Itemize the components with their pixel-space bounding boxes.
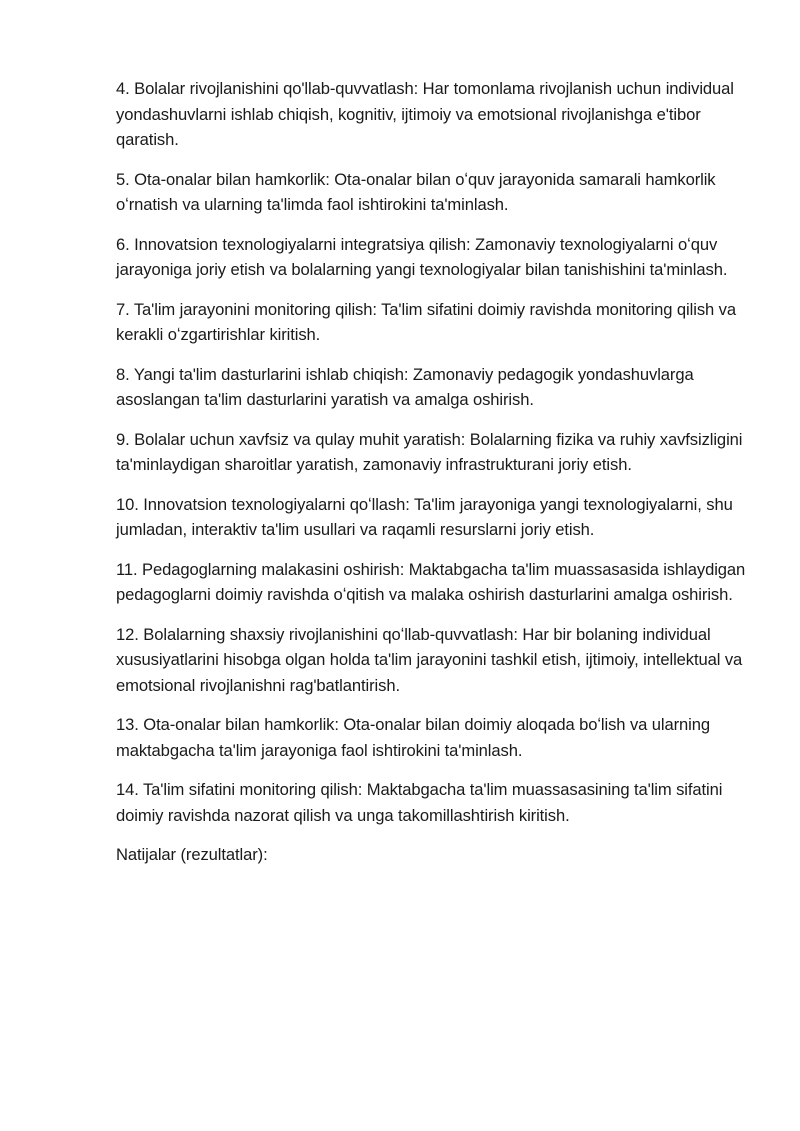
list-item-4: 4. Bolalar rivojlanishini qo'llab-quvvatlash: Har tomonlama rivojlanish uchun individual yondashuvlarni ishlab chiqish, kognitiv, ijtimoiy va emotsional rivojlanishga e'tibor qaratish.: [116, 79, 734, 149]
list-item-10: 10. Innovatsion texnologiyalarni qoʻllash: Ta'lim jarayoniga yangi texnologiyalarni, shu jumladan, interaktiv ta'lim usullari va raqamli resurslarni joriy etish.: [116, 494, 733, 539]
list-item-12: 12. Bolalarning shaxsiy rivojlanishini qoʻllab-quvvatlash: Har bir bolaning individual xususiyatlarini hisobga olgan holda ta'lim jarayonini tashkil etish, ijtimoiy, intellektual va emotsional rivojlanishni rag'batlantirish.: [116, 624, 743, 695]
list-item-9: 9. Bolalar uchun xavfsiz va qulay muhit yaratish: Bolalarning fizika va ruhiy xavfsizligini ta'minlaydigan sharoitlar yaratish, zamonaviy infrastrukturani joriy etish.: [116, 429, 743, 474]
document-page: [116, 76, 746, 882]
list-item-7: 7. Ta'lim jarayonini monitoring qilish: Ta'lim sifatini doimiy ravishda monitoring qilish va kerakli oʻzgartirishlar kiritish.: [116, 299, 736, 344]
list-item-6: 6. Innovatsion texnologiyalarni integratsiya qilish: Zamonaviy texnologiyalarni oʻquv jarayoniga joriy etish va bolalarning yangi texnologiyalar bilan tanishishini ta'minlash.: [116, 234, 728, 279]
list-item-14: 14. Ta'lim sifatini monitoring qilish: Maktabgacha ta'lim muassasasining ta'lim sifatini doimiy ravishda nazorat qilish va unga takomillashtirish kiritish.: [116, 780, 723, 825]
list-item-5: 5. Ota-onalar bilan hamkorlik: Ota-onalar bilan oʻquv jarayonida samarali hamkorlik oʻrnatish va ularning ta'limda faol ishtirokini ta'minlash.: [116, 169, 716, 214]
list-item-13: 13. Ota-onalar bilan hamkorlik: Ota-onalar bilan doimiy aloqada boʻlish va ularning maktabgacha ta'lim jarayoniga faol ishtirokini ta'minlash.: [116, 715, 711, 760]
results-heading: Natijalar (rezultatlar):: [116, 845, 268, 864]
list-item-8: 8. Yangi ta'lim dasturlarini ishlab chiqish: Zamonaviy pedagogik yondashuvlarga asoslangan ta'lim dasturlarini yaratish va amalga oshirish.: [116, 364, 694, 409]
list-item-11: 11. Pedagoglarning malakasini oshirish: Maktabgacha ta'lim muassasasida ishlaydigan pedagoglarni doimiy ravishda oʻqitish va malaka oshirish dasturlarini amalga oshirish.: [116, 559, 746, 604]
